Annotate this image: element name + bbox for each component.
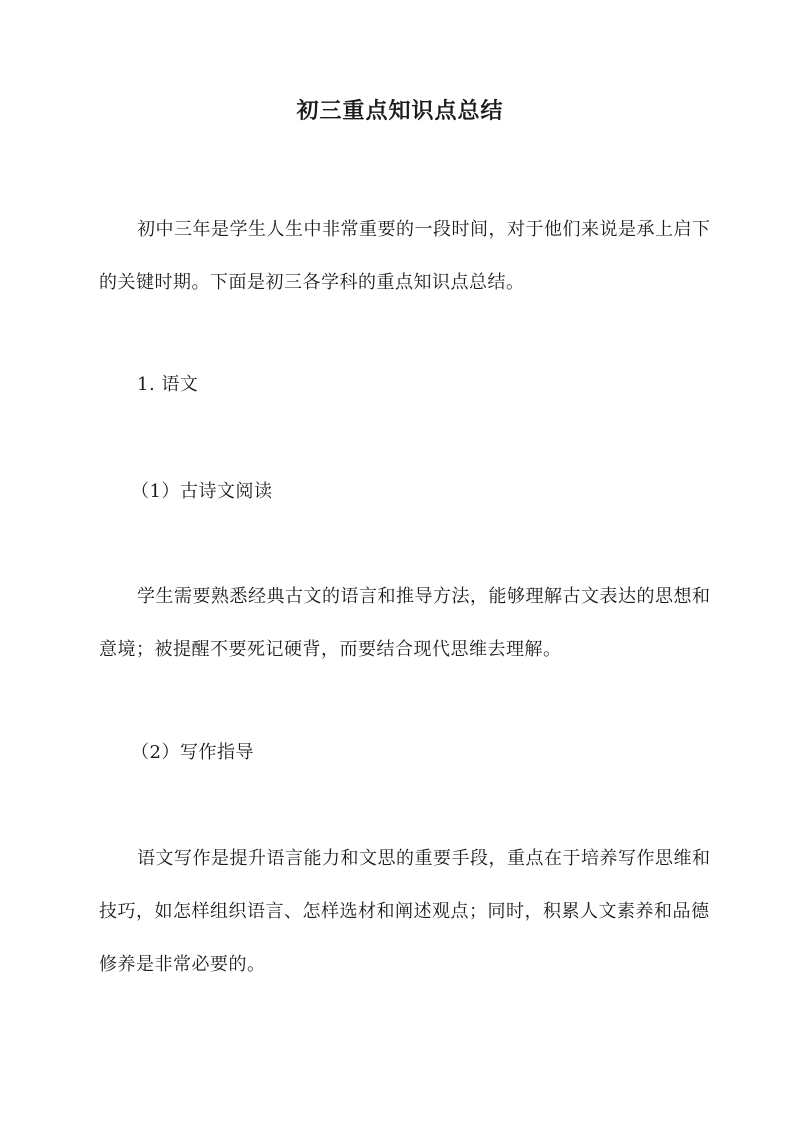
classical-reading-paragraph: 学生需要熟悉经典古文的语言和推导方法，能够理解古文表达的思想和意境；被提醒不要死记硬背，而要结合现代思维去理解。 [99, 586, 711, 660]
subsection-heading-classical-reading: （1）古诗文阅读 [131, 481, 273, 502]
section-heading-chinese: 1. 语文 [137, 374, 199, 395]
intro-paragraph: 初中三年是学生人生中非常重要的一段时间，对于他们来说是承上启下的关键时期。下面是初三各学科的重点知识点总结。 [99, 219, 711, 293]
writing-guidance-paragraph: 语文写作是提升语言能力和文思的重要手段，重点在于培养写作思维和技巧，如怎样组织语言、怎样选材和阐述观点；同时，积累人文素养和品德修养是非常必要的。 [99, 848, 711, 975]
subsection-heading-writing-guidance: （2）写作指导 [131, 742, 254, 763]
document-title: 初三重点知识点总结 [296, 98, 504, 124]
